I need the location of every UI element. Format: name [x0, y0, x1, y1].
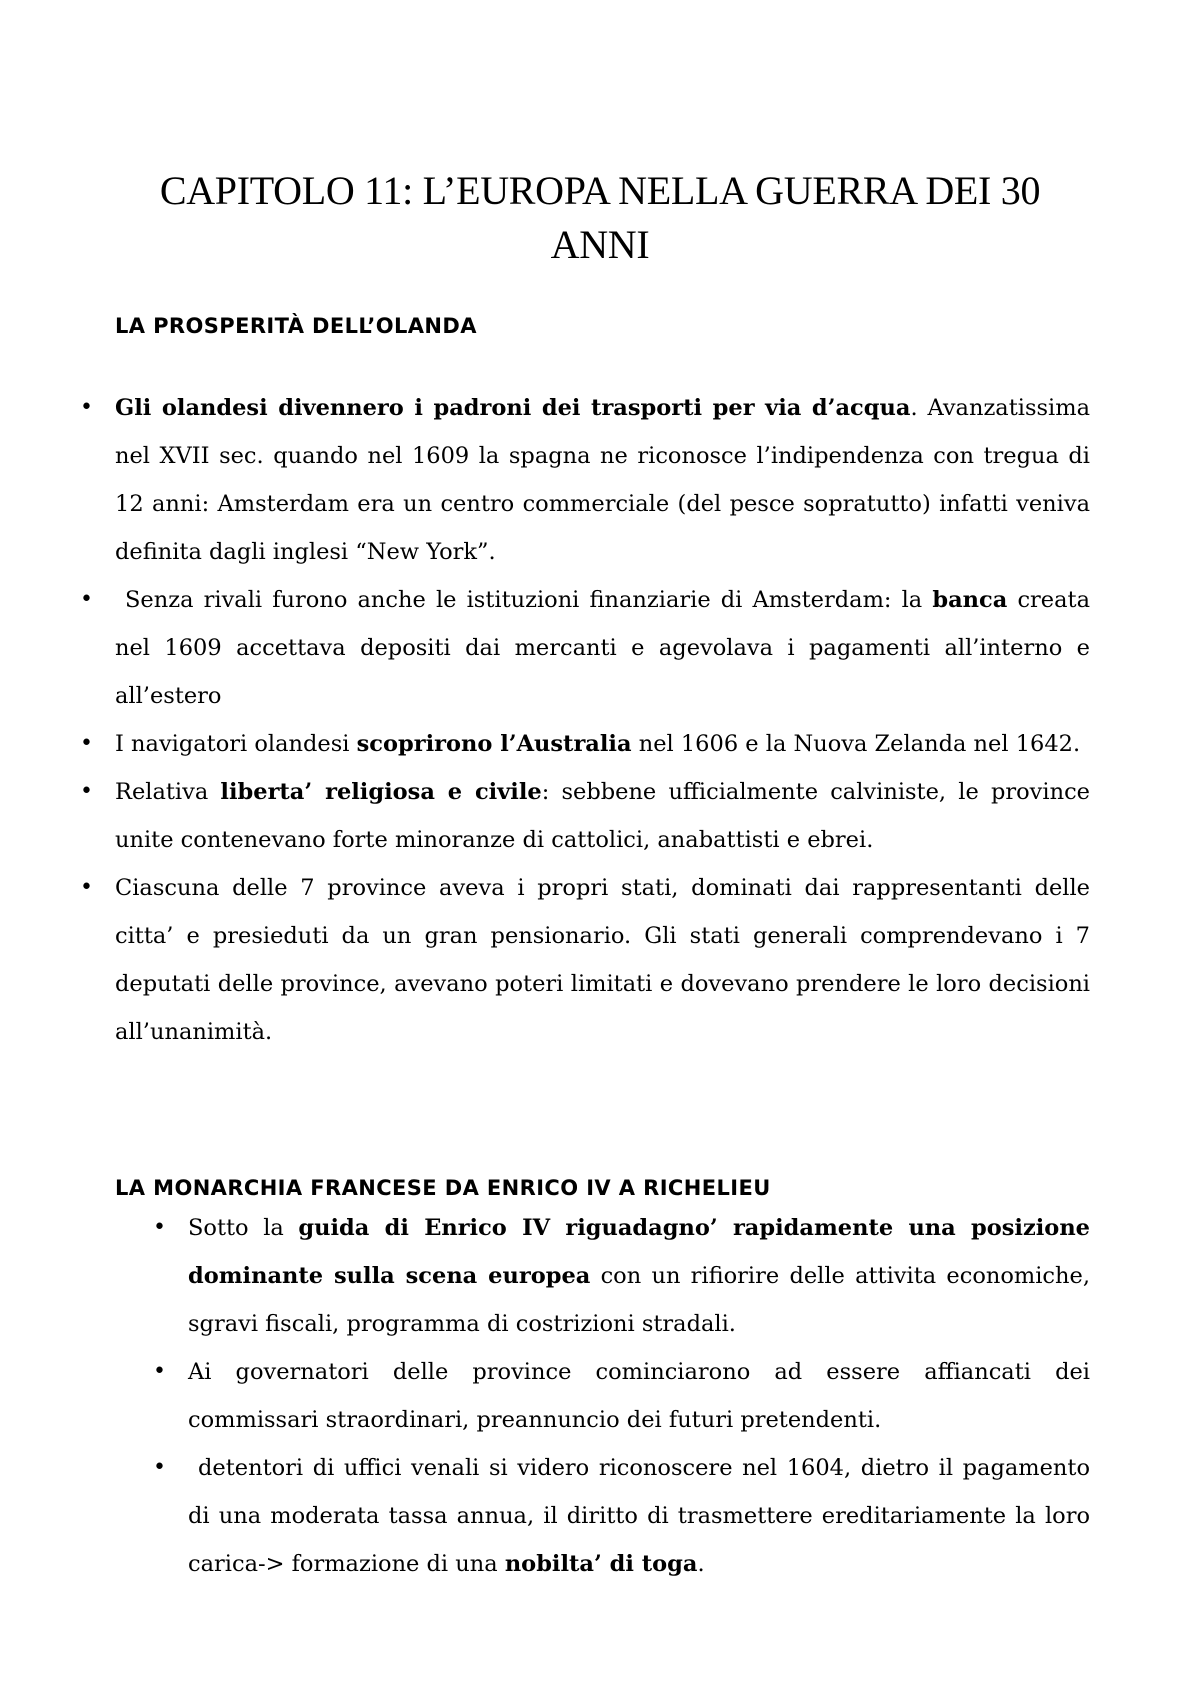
- bullet-icon: •: [153, 1359, 166, 1384]
- item-text: con un rifiorire delle attivita economiche, sgravi fiscali, programma di costrizioni stradali.: [188, 1263, 1090, 1337]
- bullet-icon: •: [80, 875, 93, 900]
- item-text: creata nel 1609 accettava depositi dai mercanti e agevolava i pagamenti all’interno e all’estero: [115, 587, 1090, 709]
- item-text: . Avanzatissima nel XVII sec. quando nel 1609 la spagna ne riconosce l’indipendenza con tregua di 12 anni: Amsterdam era un centro commerciale (del pesce sopratutto) infatti veniva definita dagli inglesi “New York”.: [115, 395, 1090, 565]
- list-item: [80, 768, 1090, 864]
- list-item: [80, 384, 1090, 576]
- bullet-list-monarchia: [153, 1204, 1090, 1588]
- item-text: Senza rivali furono anche le istituzioni finanziarie di Amsterdam: la: [125, 587, 933, 613]
- item-bold: liberta’ religiosa e civile: [220, 779, 542, 805]
- list-item: [153, 1348, 1090, 1444]
- list-item: [153, 1444, 1090, 1588]
- bullet-list-olanda: [80, 384, 1090, 1056]
- bullet-icon: •: [80, 779, 93, 804]
- item-text: I navigatori olandesi: [115, 731, 357, 757]
- list-item: [153, 1204, 1090, 1348]
- item-text: nel 1606 e la Nuova Zelanda nel 1642.: [631, 731, 1081, 757]
- item-text: : sebbene ufficialmente calviniste, le province unite contenevano forte minoranze di cattolici, anabattisti e ebrei.: [115, 779, 1090, 853]
- list-item: [80, 576, 1090, 720]
- bullet-icon: •: [80, 395, 93, 420]
- section-heading-monarchia: LA MONARCHIA FRANCESE DA ENRICO IV A RICHELIEU: [115, 1176, 771, 1200]
- item-bold: banca: [932, 587, 1008, 613]
- bullet-icon: •: [153, 1215, 166, 1240]
- section-heading-olanda: LA PROSPERITÀ DELL’OLANDA: [115, 314, 477, 338]
- item-text: Sotto la: [188, 1215, 299, 1241]
- bullet-icon: •: [80, 587, 93, 612]
- item-text: Relativa: [115, 779, 221, 805]
- item-bold: scoprirono l’Australia: [356, 731, 632, 757]
- item-text: detentori di uffici venali si videro riconoscere nel 1604, dietro il pagamento di una moderata tassa annua, il diritto di trasmettere ereditariamente la loro carica-> formazione di una: [188, 1455, 1090, 1577]
- bullet-icon: •: [80, 731, 93, 756]
- bullet-icon: •: [153, 1455, 166, 1480]
- item-bold: nobilta’ di toga: [504, 1551, 698, 1577]
- item-text: Ciascuna delle 7 province aveva i propri stati, dominati dai rappresentanti delle citta’ e presieduti da un gran pensionario. Gli stati generali comprendevano i 7 deputati delle province, avevano poteri limitati e dovevano prendere le loro decisioni all’unanimità.: [115, 875, 1090, 1045]
- list-item: [80, 864, 1090, 1056]
- item-text: .: [697, 1551, 705, 1577]
- item-text: Ai governatori delle province cominciarono ad essere affiancati dei commissari straordinari, preannuncio dei futuri pretendenti.: [188, 1359, 1090, 1433]
- item-bold: Gli olandesi divennero i padroni dei trasporti per via d’acqua: [115, 395, 911, 421]
- item-bold: guida di Enrico IV riguadagno’ rapidamente una posizione dominante sulla scena europea: [188, 1215, 1090, 1289]
- page-title: CAPITOLO 11: L’EUROPA NELLA GUERRA DEI 30 ANNI: [159, 168, 1041, 267]
- list-item: [80, 720, 1090, 768]
